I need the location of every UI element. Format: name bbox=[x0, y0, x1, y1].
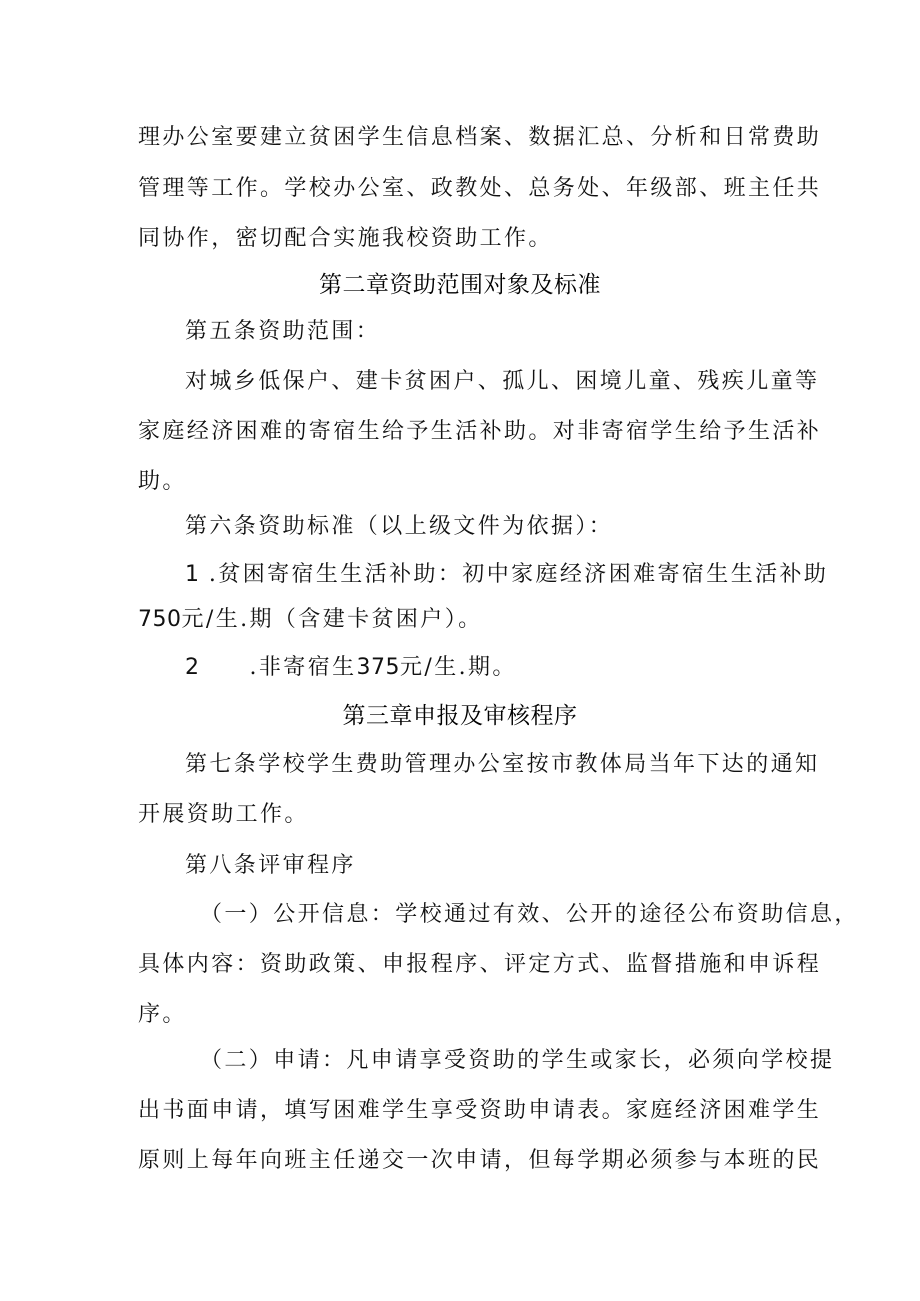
section-2-line: （二）申请：凡申请享受资助的学生或家长，必须向学校提 bbox=[200, 1048, 835, 1073]
article-5-line: 对城乡低保户、建卡贫困户、孤儿、困境儿童、残疾儿童等 bbox=[185, 369, 820, 394]
section-1-line: 具体内容：资助政策、申报程序、评定方式、监督措施和申诉程 bbox=[138, 952, 822, 977]
item-2-text-b: 元/生.期。 bbox=[400, 655, 517, 680]
paragraph-line: 管理等工作。学校办公室、政教处、总务处、年级部、班主任共 bbox=[138, 176, 822, 201]
paragraph-line: 同协作，密切配合实施我校资助工作。 bbox=[138, 226, 553, 251]
paragraph-line: 理办公室要建立贫困学生信息档案、数据汇总、分析和日常费助 bbox=[138, 125, 822, 150]
section-1-line: 序。 bbox=[138, 1002, 187, 1027]
item-2-number: 2 bbox=[185, 655, 200, 680]
chapter-3-heading: 第三章申报及审核程序 bbox=[342, 703, 578, 729]
item-2-line bbox=[185, 653, 517, 683]
section-2-line: 原则上每年向班主任递交一次申请，但每学期必须参与本班的民 bbox=[138, 1148, 822, 1173]
article-7-line: 第七条学校学生费助管理办公室按市教体局当年下达的通知 bbox=[185, 752, 820, 777]
item-1-continuation bbox=[138, 605, 483, 635]
item-1-number: 1 bbox=[185, 562, 200, 587]
item-2-text-a: .非寄宿生 bbox=[249, 655, 357, 680]
article-5-title: 第五条资助范围： bbox=[185, 319, 381, 344]
article-8-title: 第八条评审程序 bbox=[185, 853, 356, 878]
article-6-title: 第六条资助标准（以上级文件为依据）： bbox=[185, 514, 614, 539]
article-7-line: 开展资助工作。 bbox=[138, 802, 309, 827]
item-1-rest: 元/生.期（含建卡贫困户）。 bbox=[181, 607, 483, 632]
item-1-line bbox=[185, 560, 828, 590]
article-5-line: 家庭经济困难的寄宿生给予生活补助。对非寄宿学生给予生活补 bbox=[138, 419, 822, 444]
article-5-line: 助。 bbox=[138, 469, 187, 494]
item-1-amount: 750 bbox=[138, 607, 182, 632]
item-1-text: .贫困寄宿生生活补助：初中家庭经济困难寄宿生生活补助 bbox=[208, 562, 829, 587]
item-2-amount: 375 bbox=[356, 655, 400, 680]
section-2-line: 出书面申请，填写困难学生享受资助申请表。家庭经济困难学生 bbox=[138, 1098, 822, 1123]
section-1-line: （一）公开信息：学校通过有效、公开的途径公布资助信息， bbox=[200, 902, 859, 927]
chapter-2-heading: 第二章资助范围对象及标准 bbox=[319, 272, 601, 298]
